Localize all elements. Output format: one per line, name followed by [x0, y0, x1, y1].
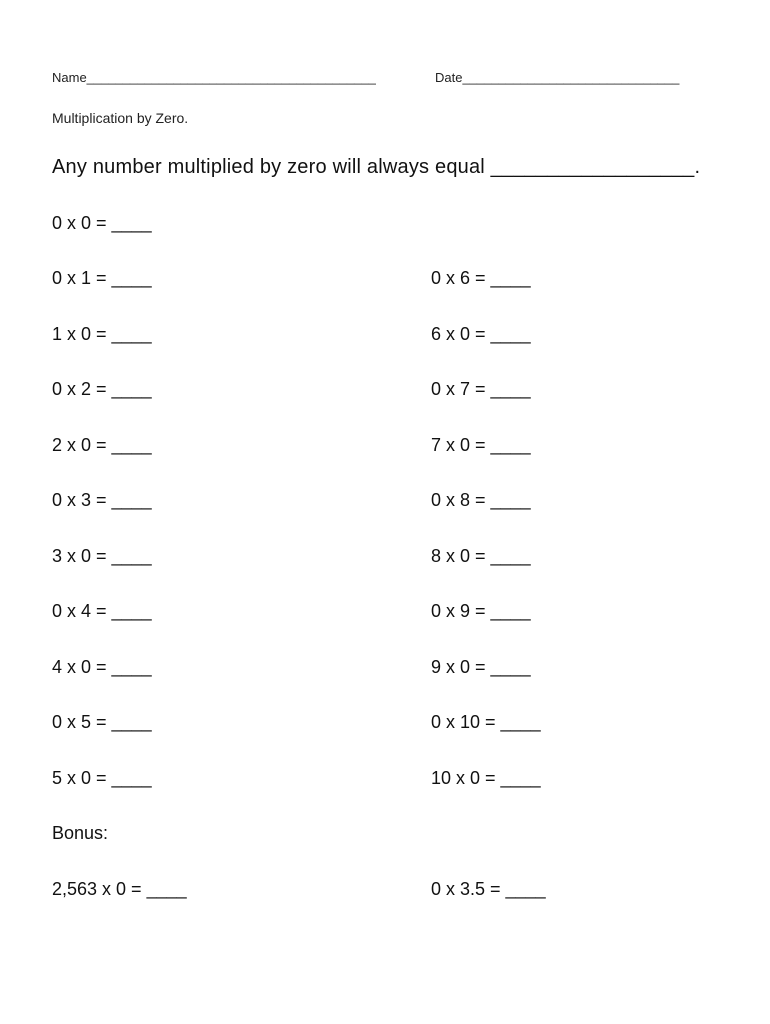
bonus-problem-left: 2,563 x 0 = ____: [52, 879, 187, 899]
problem-right-9: 0 x 10 = ____: [431, 712, 541, 732]
problem-right-7: 0 x 9 = ____: [431, 601, 531, 621]
worksheet-title: Multiplication by Zero.: [52, 110, 189, 126]
problem-left-11: 5 x 0 = ____: [52, 768, 152, 788]
problem-left-5: 2 x 0 = ____: [52, 435, 152, 455]
problem-left-2: 0 x 1 = ____: [52, 268, 152, 288]
problem-left-9: 4 x 0 = ____: [52, 657, 152, 677]
problem-right-3: 0 x 7 = ____: [431, 379, 531, 399]
problem-left-6: 0 x 3 = ____: [52, 490, 152, 510]
date-field-line: Date______________________________: [435, 70, 680, 85]
problem-left-3: 1 x 0 = ____: [52, 324, 152, 344]
problem-right-10: 10 x 0 = ____: [431, 768, 541, 788]
problem-right-2: 6 x 0 = ____: [431, 324, 531, 344]
bonus-problem-right: 0 x 3.5 = ____: [431, 879, 546, 899]
problem-left-10: 0 x 5 = ____: [52, 712, 152, 732]
problem-left-1: 0 x 0 = ____: [52, 213, 152, 233]
bonus-heading: Bonus:: [52, 823, 109, 843]
problem-right-4: 7 x 0 = ____: [431, 435, 531, 455]
rule-statement: Any number multiplied by zero will always equal __________________.: [52, 156, 701, 178]
name-field-line: Name________________________________________: [52, 70, 376, 85]
problem-left-8: 0 x 4 = ____: [52, 601, 152, 621]
problem-right-8: 9 x 0 = ____: [431, 657, 531, 677]
problem-left-7: 3 x 0 = ____: [52, 546, 152, 566]
problem-right-1: 0 x 6 = ____: [431, 268, 531, 288]
problem-right-6: 8 x 0 = ____: [431, 546, 531, 566]
problem-right-5: 0 x 8 = ____: [431, 490, 531, 510]
problem-left-4: 0 x 2 = ____: [52, 379, 152, 399]
